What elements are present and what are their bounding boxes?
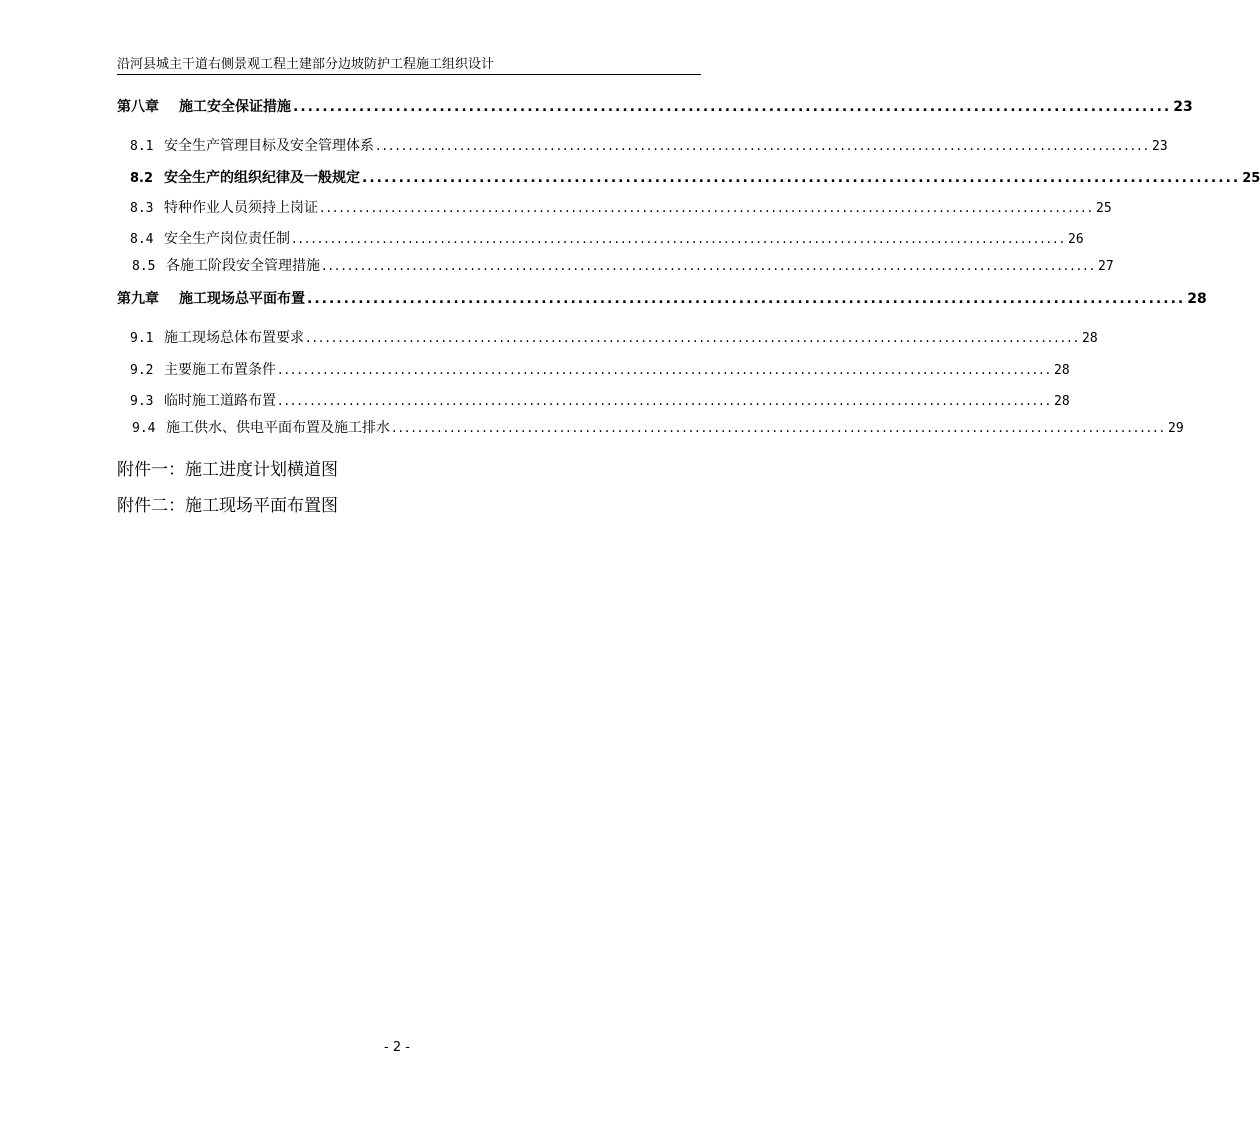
toc-number: 8.5 [132,259,156,274]
toc-page-number: 27 [1098,259,1114,274]
toc-number: 8.3 [130,201,154,216]
toc-title: 安全生产的组织纪律及一般规定 [164,170,360,186]
dot-leader: ........................................................................................................................ [278,393,1053,409]
toc-title: 特种作业人员须持上岗证 [164,200,318,216]
toc-number: 9.2 [130,363,154,378]
toc-number: 8.1 [130,139,154,154]
toc-section-8-1[interactable] [130,136,1168,156]
toc-page-number: 28 [1054,394,1070,409]
toc-section-8-2[interactable] [130,168,1260,188]
toc-title: 安全生产管理目标及安全管理体系 [164,138,374,154]
dot-leader: ........................................................................................................................ [376,138,1151,154]
toc-number: 9.3 [130,394,154,409]
attachment-2[interactable]: 附件二：施工现场平面布置图 [117,496,338,516]
dot-leader: ........................................................................................................................ [322,258,1097,274]
dot-leader: ........................................................................................................................ [392,420,1167,436]
toc-number: 8.2 [130,171,154,186]
toc-number: 9.4 [132,421,156,436]
toc-page-number: 28 [1187,291,1207,307]
toc-title: 施工安全保证措施 [179,99,291,115]
toc-title: 施工现场总体布置要求 [164,330,304,346]
toc-page-number: 23 [1173,99,1193,115]
toc-section-9-4[interactable] [132,418,1184,438]
page-number: - 2 - [384,1040,410,1055]
dot-leader: ........................................................................................................................ [293,99,1172,115]
toc-section-8-4[interactable] [130,229,1084,249]
toc-section-8-3[interactable] [130,198,1112,218]
toc-chapter-8[interactable] [117,97,1193,117]
toc-page-number: 25 [1096,201,1112,216]
attachment-1[interactable]: 附件一：施工进度计划横道图 [117,460,338,480]
toc-page-number: 29 [1168,421,1184,436]
document-title: 沿河县城主干道右侧景观工程土建部分边坡防护工程施工组织设计 [117,57,495,72]
toc-section-9-2[interactable] [130,360,1070,380]
dot-leader: ........................................................................................................................ [306,330,1081,346]
toc-number: 9.1 [130,331,154,346]
toc-title: 主要施工布置条件 [164,362,276,378]
toc-chapter-9[interactable] [117,289,1207,309]
toc-title: 各施工阶段安全管理措施 [166,258,320,274]
toc-section-8-5[interactable] [132,256,1114,276]
dot-leader: ........................................................................................................................ [362,170,1241,186]
dot-leader: ........................................................................................................................ [292,231,1067,247]
toc-title: 安全生产岗位责任制 [164,231,290,247]
toc-page-number: 25 [1242,171,1260,186]
toc-section-9-3[interactable] [130,391,1070,411]
dot-leader: ........................................................................................................................ [307,291,1186,307]
page-header [117,56,701,75]
toc-page-number: 26 [1068,232,1084,247]
toc-title: 临时施工道路布置 [164,393,276,409]
toc-title: 施工供水、供电平面布置及施工排水 [166,420,390,436]
dot-leader: ........................................................................................................................ [278,362,1053,378]
dot-leader: ........................................................................................................................ [320,200,1095,216]
toc-page-number: 28 [1054,363,1070,378]
toc-page-number: 28 [1082,331,1098,346]
toc-page-number: 23 [1152,139,1168,154]
toc-section-9-1[interactable] [130,328,1098,348]
toc-number: 第九章 [117,291,159,307]
toc-number: 第八章 [117,99,159,115]
toc-number: 8.4 [130,232,154,247]
toc-title: 施工现场总平面布置 [179,291,305,307]
